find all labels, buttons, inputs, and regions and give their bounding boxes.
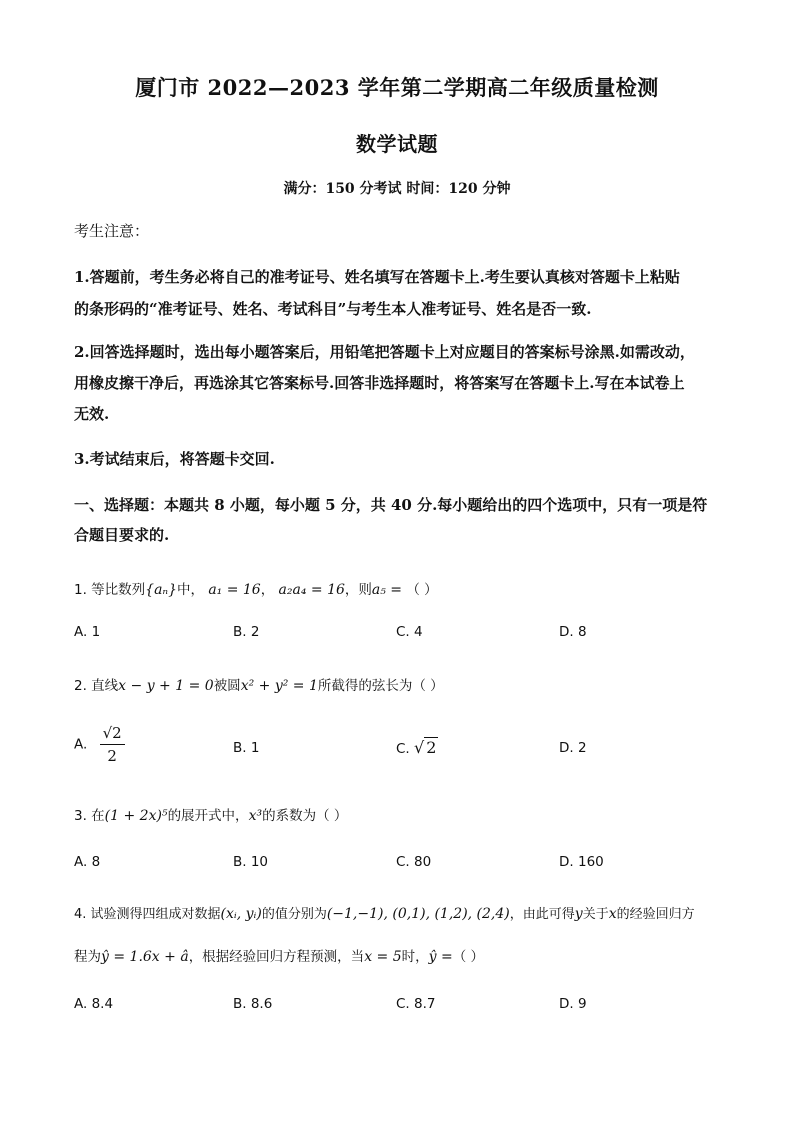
q2-option-a-label: A.	[74, 736, 88, 753]
q3-math-binomial: (1 + 2x)⁵	[104, 808, 168, 824]
q2-math-circle: x² + y² = 1	[240, 678, 318, 694]
q4-text-c: ，由此可得	[509, 907, 575, 922]
notice-item-2-line-3: 无效.	[74, 405, 110, 423]
question-3-options	[74, 854, 734, 884]
q4-option-d: D. 9	[559, 996, 587, 1012]
q1-option-c: C. 4	[396, 624, 423, 640]
q1-option-b: B. 2	[233, 624, 260, 640]
q4-text-f: 程为	[74, 949, 101, 965]
q2-option-d: D. 2	[559, 740, 587, 756]
exam-info: 满分：150 分考试 时间：120 分钟	[283, 181, 511, 197]
notice-item-3: 3.考试结束后，将答题卡交回.	[74, 450, 275, 468]
q4-math-data: (−1,−1), (0,1), (1,2), (2,4)	[326, 906, 510, 922]
q4-option-c: C. 8.7	[396, 996, 436, 1012]
q1-math-a1: a₁ = 16	[208, 582, 261, 598]
q2-text-a: 2. 直线	[74, 678, 119, 694]
notice-item-1-line-2: 的条形码的“准考证号、姓名、考试科目”与考生本人准考证号、姓名是否一致.	[74, 300, 592, 318]
q1-text-c: ，	[260, 582, 275, 598]
q2-option-a-numerator: √2	[100, 724, 125, 745]
question-4-stem-line-2	[74, 945, 734, 965]
q2-option-c-label: C.	[396, 741, 410, 757]
q4-text-g: ，根据经验回归方程预测，当	[188, 949, 365, 965]
section-1-line-1: 一、选择题：本题共 8 小题，每小题 5 分，共 40 分.每小题给出的四个选项中，只有一项是符	[74, 496, 708, 514]
question-1-stem	[74, 578, 734, 598]
q3-text-b: 的展开式中，	[167, 808, 249, 824]
q2-option-a	[74, 724, 125, 765]
q1-math-a2a4: a₂a₄ = 16	[278, 582, 345, 598]
question-1-options	[74, 624, 734, 654]
q1-math-a5: a₅ =	[371, 582, 403, 598]
q2-option-c	[396, 738, 438, 757]
q4-math-regression: ŷ = 1.6x + â	[101, 949, 189, 965]
exam-title: 厦门市 2022—2023 学年第二学期高二年级质量检测	[135, 75, 659, 100]
q2-option-c-radicand: 2	[426, 738, 437, 757]
q2-text-b: 被圆	[213, 678, 241, 694]
q1-text-a: 1. 等比数列	[74, 582, 146, 598]
question-4-stem-line-1	[74, 903, 734, 922]
question-2-stem	[74, 674, 734, 694]
q4-text-i: （ ）	[452, 949, 485, 965]
q1-option-d: D. 8	[559, 624, 587, 640]
notice-item-2-line-1: 2.回答选择题时，选出每小题答案后，用铅笔把答题卡上对应题目的答案标号涂黑.如需改动，	[74, 343, 695, 361]
q3-option-c: C. 80	[396, 854, 432, 870]
q1-text-e: （ ）	[406, 582, 438, 598]
notice-heading: 考生注意：	[74, 222, 150, 240]
section-1-line-2: 合题目要求的.	[74, 526, 170, 544]
q3-math-x3: x³	[248, 808, 263, 824]
q3-option-d: D. 160	[559, 854, 604, 870]
q1-option-a: A. 1	[74, 624, 101, 640]
q4-option-a: A. 8.4	[74, 996, 114, 1012]
question-4-options	[74, 996, 734, 1026]
q4-math-x: x	[608, 906, 617, 922]
q2-text-c: 所截得的弦长为（ ）	[317, 678, 444, 694]
question-2-options	[74, 724, 734, 774]
subject-title: 数学试题	[356, 132, 438, 156]
q4-math-x5: x = 5	[364, 949, 402, 965]
q4-text-e: 的经验回归方	[616, 907, 695, 922]
q2-math-line: x − y + 1 = 0	[118, 678, 214, 694]
q2-option-b: B. 1	[233, 740, 260, 756]
notice-item-2-line-2: 用橡皮擦干净后，再选涂其它答案标号.回答非选择题时，将答案写在答题卡上.写在本试卷上	[74, 374, 685, 392]
q3-text-c: 的系数为（ ）	[262, 808, 348, 824]
q4-math-pair: (xᵢ, yᵢ)	[220, 906, 262, 922]
q4-text-a: 4. 试验测得四组成对数据	[74, 907, 221, 922]
q1-text-d: ，则	[344, 582, 372, 598]
notice-item-1-line-1: 1.答题前，考生务必将自己的准考证号、姓名填写在答题卡上.考生要认真核对答题卡上粘贴	[74, 268, 680, 286]
q4-math-y: y	[574, 906, 583, 922]
q3-option-a: A. 8	[74, 854, 101, 870]
q4-text-d: 关于	[582, 907, 609, 922]
q4-text-b: 的值分别为	[261, 907, 327, 922]
question-3-stem	[74, 804, 734, 824]
q2-option-a-denominator: 2	[107, 747, 117, 765]
q2-option-a-fraction	[100, 724, 125, 765]
q3-text-a: 3. 在	[74, 808, 105, 824]
q2-option-c-sqrt: √ 2	[414, 738, 437, 757]
q1-text-b: 中，	[177, 582, 205, 598]
q4-option-b: B. 8.6	[233, 996, 273, 1012]
q3-option-b: B. 10	[233, 854, 269, 870]
q4-math-yhat: ŷ =	[428, 949, 453, 965]
q4-text-h: 时，	[401, 949, 429, 965]
q1-math-sequence: {aₙ}	[145, 582, 178, 598]
